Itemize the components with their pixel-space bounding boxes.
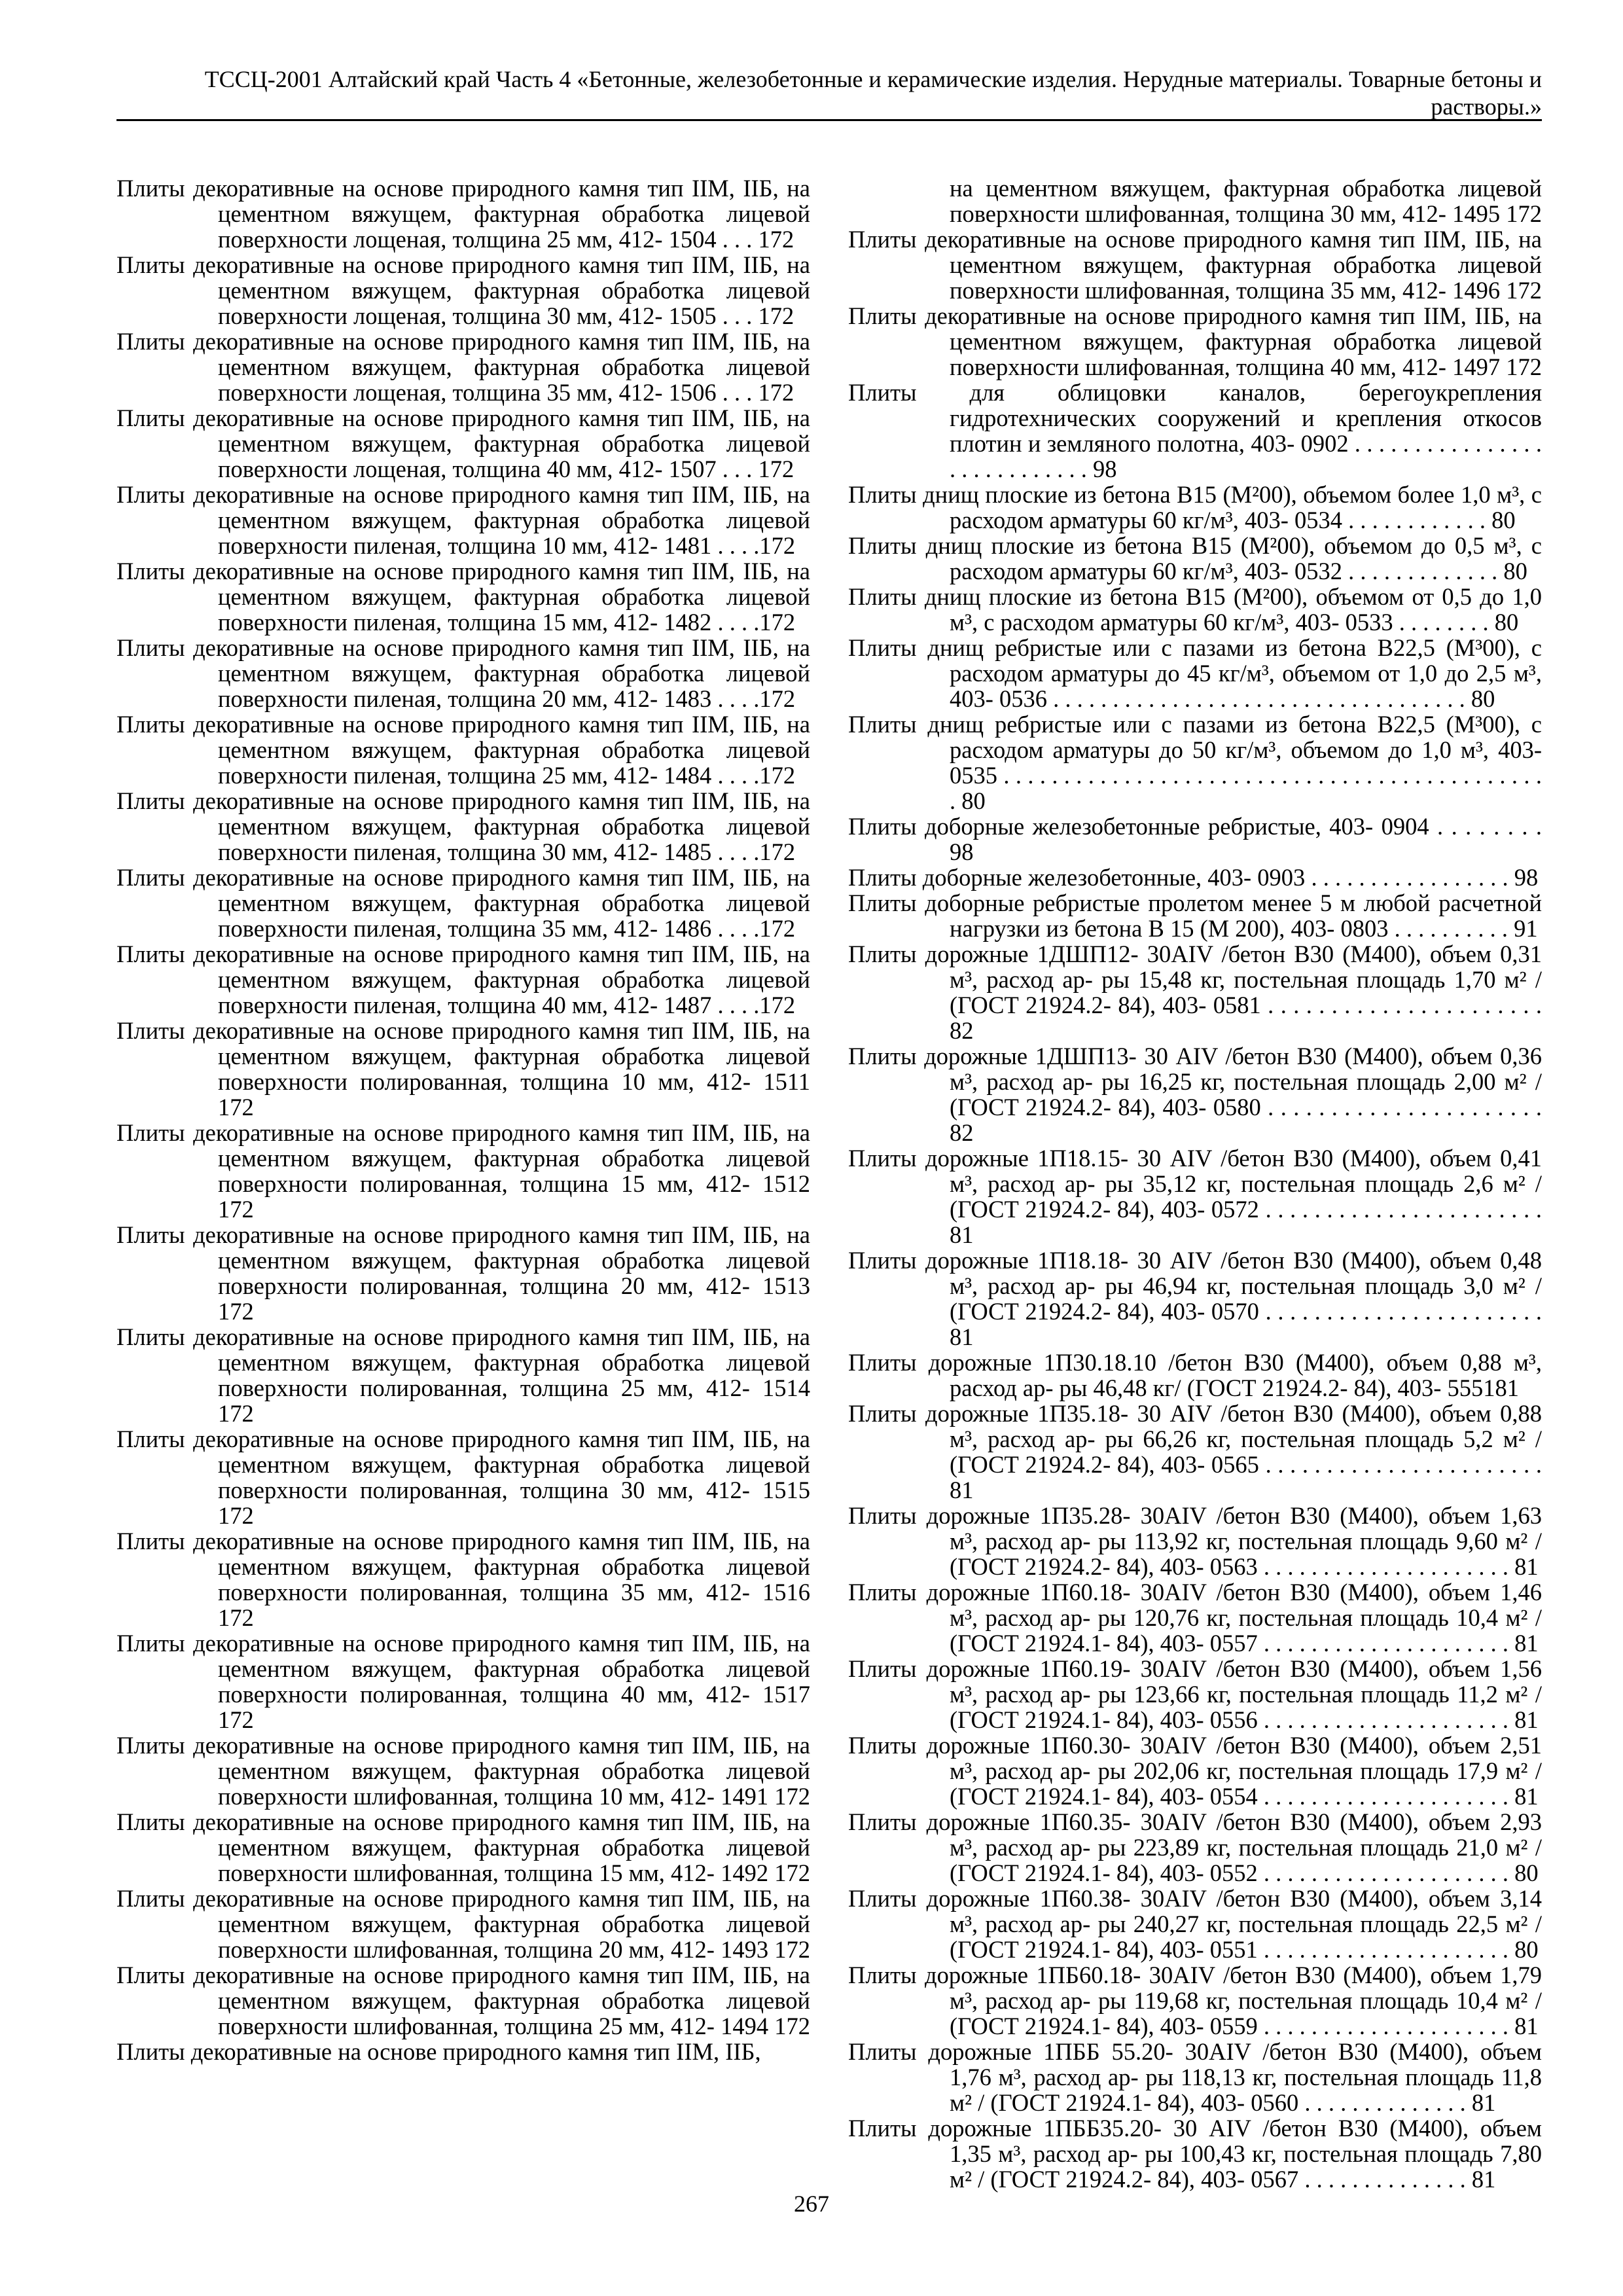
entry-text: Плиты днищ ребристые или с пазами из бетона В22,5 (М³00), с расходом арматуры до 45 кг/м³, объемом от 1,0 до 2,5 м³, 403- 0536 bbox=[848, 634, 1542, 712]
entry-page-ref: 80 bbox=[1514, 1936, 1539, 1963]
index-entry bbox=[848, 1401, 1542, 1503]
entry-leader-dots: . . . . . . . . . . . . . . . . . . . . . bbox=[1257, 2013, 1515, 2039]
entry-text: Плиты днищ ребристые или с пазами из бетона В22,5 (М³00), с расходом арматуры до 50 кг/м³, объемом до 1,0 м³, 403- 0535 bbox=[848, 711, 1542, 789]
entry-text: Плиты дорожные 1П60.18- 30AIV /бетон В30 (М400), объем 1,46 м³, расход ар- ры 120,76 кг, постельная площадь 10,4 м² / (ГОСТ 21924.1- 84), 403- 0557 bbox=[848, 1579, 1542, 1657]
entry-text: Плиты дорожные 1ДШП12- 30AIV /бетон В30 (М400), объем 0,31 м³, расход ар- ры 15,48 кг, постельная площадь 1,70 м² / (ГОСТ 21924.2- 84), 403- 0581 bbox=[848, 941, 1542, 1018]
index-entry bbox=[848, 1886, 1542, 1962]
entry-text: Плиты декоративные на основе природного камня тип IIМ, IIБ, на цементном вяжущем, фактурная обработка лицевой поверхности пиленая, толщина 25 мм, 412- 1484 bbox=[116, 711, 810, 789]
index-entry bbox=[116, 1528, 810, 1630]
entry-text: Плиты декоративные на основе природного камня тип IIМ, IIБ, на цементном вяжущем, фактурная обработка лицевой поверхности лощеная, толщина 25 мм, 412- 1504 bbox=[116, 175, 810, 253]
entry-text: Плиты для облицовки каналов, берегоукрепления гидротехнических сооружений и крепления откосов плотин и земляного полотна, 403- 0902 bbox=[848, 379, 1542, 457]
entry-page-ref: 172 bbox=[218, 1400, 254, 1427]
index-entry bbox=[848, 380, 1542, 482]
entry-text: Плиты дорожные 1П18.15- 30 AIV /бетон В30 (М400), объем 0,41 м³, расход ар- ры 35,12 кг, постельная площадь 2,6 м² / (ГОСТ 21924.2- 84), 403- 0572 bbox=[848, 1145, 1542, 1223]
entry-text: Плиты декоративные на основе природного камня тип IIМ, IIБ, на цементном вяжущем, фактурная обработка лицевой поверхности полированная, толщина 25 мм, 412- 1514 bbox=[116, 1323, 810, 1401]
entry-text: Плиты декоративные на основе природного камня тип IIМ, IIБ, на цементном вяжущем, фактурная обработка лицевой поверхности полированная, толщина 15 мм, 412- 1512 bbox=[116, 1119, 810, 1197]
index-entry bbox=[848, 635, 1542, 711]
index-entry bbox=[116, 252, 810, 329]
entry-page-ref: 80 bbox=[1503, 558, 1527, 584]
entry-leader-dots: . . . . bbox=[711, 532, 760, 559]
entry-page-ref: 80 bbox=[1514, 1859, 1539, 1886]
entry-page-ref: 172 bbox=[774, 1936, 810, 1963]
index-entry bbox=[848, 1350, 1542, 1401]
entry-page-ref: 81 bbox=[950, 1477, 974, 1503]
index-entry bbox=[848, 814, 1542, 865]
entry-leader-dots: . . . . . . . . . . . . . . . . . . . . . . bbox=[1260, 1094, 1542, 1121]
index-entry bbox=[848, 1503, 1542, 1579]
entry-page-ref: 98 bbox=[1093, 456, 1117, 482]
entry-leader-dots: . . . . . . . . . . . . . . . . . . . . . bbox=[1257, 1936, 1515, 1963]
entry-text: Плиты дорожные 1П60.19- 30AIV /бетон В30 (М400), объем 1,56 м³, расход ар- ры 123,66 кг, постельная площадь 11,2 м² / (ГОСТ 21924.1- 84), 403- 0556 bbox=[848, 1655, 1542, 1733]
entry-text: Плиты декоративные на основе природного камня тип IIМ, IIБ, на цементном вяжущем, фактурная обработка лицевой поверхности шлифованная, толщина 20 мм, 412- 1493 bbox=[116, 1885, 810, 1963]
index-entry bbox=[848, 2039, 1542, 2115]
index-entry bbox=[848, 482, 1542, 533]
entry-page-ref: 98 bbox=[1514, 864, 1539, 891]
entry-text: Плиты декоративные на основе природного камня тип IIМ, IIБ, на цементном вяжущем, фактурная обработка лицевой поверхности шлифованная, толщина 40 мм, 412- 1497 bbox=[848, 302, 1542, 380]
entry-leader-dots: . . . . . . . . . . . . . . . . . bbox=[1305, 864, 1514, 891]
index-entry bbox=[848, 711, 1542, 814]
index-entry bbox=[848, 1732, 1542, 1809]
entry-leader-dots: . . . . bbox=[711, 992, 760, 1018]
index-entry bbox=[116, 175, 810, 252]
index-entry bbox=[116, 1120, 810, 1222]
entry-text: Плиты дорожные 1П35.28- 30AIV /бетон В30 (М400), объем 1,63 м³, расход ар- ры 113,92 кг, постельная площадь 9,60 м² / (ГОСТ 21924.2- 84), 403- 0563 bbox=[848, 1502, 1542, 1580]
index-entry bbox=[116, 482, 810, 558]
index-entry bbox=[848, 1145, 1542, 1247]
index-entry bbox=[848, 1579, 1542, 1656]
index-entry bbox=[848, 890, 1542, 941]
entry-page-ref: 172 bbox=[759, 838, 796, 865]
entry-text: Плиты дорожные 1П35.18- 30 AIV /бетон В30 (М400), объем 0,88 м³, расход ар- ры 66,26 кг, постельная площадь 5,2 м² / (ГОСТ 21924.2- 84), 403- 0565 bbox=[848, 1400, 1542, 1478]
index-entry bbox=[116, 558, 810, 635]
entry-page-ref: 81 bbox=[950, 1221, 974, 1248]
entry-page-ref: 172 bbox=[759, 685, 796, 712]
entry-text: Плиты декоративные на основе природного камня тип IIМ, IIБ, на цементном вяжущем, фактурная обработка лицевой поверхности пиленая, толщина 35 мм, 412- 1486 bbox=[116, 864, 810, 942]
entry-page-ref: 82 bbox=[950, 1017, 974, 1044]
entry-text: Плиты декоративные на основе природного камня тип IIМ, IIБ, на цементном вяжущем, фактурная обработка лицевой поверхности пиленая, толщина 30 мм, 412- 1485 bbox=[116, 787, 810, 865]
entry-page-ref: 81 bbox=[1514, 1706, 1539, 1733]
entry-leader-dots bbox=[768, 2013, 774, 2039]
entry-leader-dots: . . . . . . . . . . . . . . . . . . . . . . . . . . . . . . . . . . . bbox=[1047, 685, 1471, 712]
index-entry bbox=[848, 226, 1542, 303]
index-entry bbox=[116, 788, 810, 865]
index-entry bbox=[116, 2039, 810, 2064]
entry-text: Плиты декоративные на основе природного камня тип IIМ, IIБ, на цементном вяжущем, фактурная обработка лицевой поверхности шлифованная, толщина 35 мм, 412- 1496 bbox=[848, 226, 1542, 304]
entry-page-ref: 172 bbox=[1506, 353, 1542, 380]
entry-page-ref: 172 bbox=[758, 379, 794, 406]
entry-leader-dots: . . . . . . . . . . . . . . . . . . . . . . . bbox=[1258, 1298, 1542, 1325]
entry-leader-dots bbox=[1500, 277, 1506, 304]
entry-leader-dots: . . . . . . . . . . . . . . . . . . . . . . . . . . . . . . . . . . . . . . . . . . . . . . bbox=[950, 762, 1542, 814]
entry-text: Плиты доборные железобетонные ребристые, 403- 0904 bbox=[848, 813, 1429, 840]
entry-leader-dots: . . . . . . . . bbox=[1393, 609, 1495, 636]
entry-text: Плиты декоративные на основе природного камня тип IIМ, IIБ, на цементном вяжущем, фактурная обработка лицевой поверхности пиленая, толщина 10 мм, 412- 1481 bbox=[116, 481, 810, 559]
entry-page-ref: 98 bbox=[950, 838, 974, 865]
entry-text: Плиты дорожные 1П30.18.10 /бетон В30 (М400), объем 0,88 м³, расход ар- ры 46,48 кг/ (ГОСТ 21924.2- 84), 403- 555181 bbox=[848, 1349, 1542, 1401]
entry-page-ref: 172 bbox=[759, 532, 796, 559]
index-column-left bbox=[116, 175, 810, 2064]
header-title: ТССЦ-2001 Алтайский край Часть 4 «Бетонные, железобетонные и керамические изделия. Нерудные материалы. Товарные бетоны и растворы.» bbox=[204, 66, 1542, 120]
entry-leader-dots bbox=[1500, 353, 1506, 380]
index-entry bbox=[116, 1426, 810, 1528]
entry-page-ref: 81 bbox=[1514, 1630, 1539, 1657]
entry-page-ref: 172 bbox=[759, 915, 796, 942]
entry-page-ref: 172 bbox=[218, 1196, 254, 1223]
entry-text: Плиты декоративные на основе природного камня тип IIМ, IIБ, на цементном вяжущем, фактурная обработка лицевой поверхности лощеная, толщина 35 мм, 412- 1506 bbox=[116, 328, 810, 406]
entry-text: Плиты дорожные 1ПББ35.20- 30 AIV /бетон В30 (М400), объем 1,35 м³, расход ар- ры 100,43 кг, постельная площадь 7,80 м² / (ГОСТ 21924.2- 84), 403- 0567 bbox=[848, 2115, 1542, 2193]
index-entry bbox=[116, 865, 810, 941]
entry-page-ref: 172 bbox=[1506, 200, 1542, 227]
entry-leader-dots: . . . . . . . . . . bbox=[1388, 915, 1514, 942]
entry-leader-dots bbox=[768, 1783, 774, 1810]
entry-page-ref: 91 bbox=[1514, 915, 1538, 942]
entry-page-ref: 81 bbox=[1514, 2013, 1539, 2039]
index-entry bbox=[848, 1247, 1542, 1350]
index-entry bbox=[848, 1656, 1542, 1732]
index-column-right bbox=[848, 175, 1542, 2192]
index-entry bbox=[848, 303, 1542, 380]
entry-page-ref: 80 bbox=[1491, 507, 1516, 533]
entry-text: Плиты декоративные на основе природного камня тип IIМ, IIБ, на цементном вяжущем, фактурная обработка лицевой поверхности полированная, толщина 40 мм, 412- 1517 bbox=[116, 1630, 810, 1708]
entry-leader-dots: . . . . . . . . . . . . . bbox=[1342, 558, 1504, 584]
entry-text: Плиты дорожные 1ПБ60.18- 30AIV /бетон В30 (М400), объем 1,79 м³, расход ар- ры 119,68 кг, постельная площадь 10,4 м² / (ГОСТ 21924.1- 84), 403- 0559 bbox=[848, 1962, 1542, 2039]
index-entry bbox=[848, 1809, 1542, 1886]
entry-page-ref: 80 bbox=[961, 787, 986, 814]
entry-page-ref: 172 bbox=[759, 609, 796, 636]
entry-page-ref: 81 bbox=[1514, 1783, 1539, 1810]
index-entry bbox=[116, 1886, 810, 1962]
entry-leader-dots: . . . . . . . . . . . . bbox=[1342, 507, 1492, 533]
page-header bbox=[116, 65, 1542, 120]
index-entry bbox=[116, 1809, 810, 1886]
entry-leader-dots: . . . bbox=[716, 456, 758, 482]
entry-leader-dots: . . . bbox=[716, 302, 758, 329]
index-entry bbox=[848, 1962, 1542, 2039]
index-entry bbox=[116, 1630, 810, 1732]
entry-leader-dots: . . . . . . . . . . . . . . . . . . . . . . bbox=[1260, 992, 1542, 1018]
entry-text: Плиты декоративные на основе природного камня тип IIМ, IIБ, на цементном вяжущем, фактурная обработка лицевой поверхности лощеная, толщина 30 мм, 412- 1505 bbox=[116, 251, 810, 329]
entry-leader-dots: . . . . . . . . . . . . . . . . . . . . . bbox=[1257, 1630, 1515, 1657]
entry-leader-dots: . . . . . . . . . . . . . . . . . . . . . . . . . . . . bbox=[950, 430, 1542, 482]
entry-leader-dots: . . . . . . . . . . . . . . . . . . . . . . . bbox=[1258, 1451, 1542, 1478]
entry-text: Плиты дорожные 1ДШП13- 30 AIV /бетон В30 (М400), объем 0,36 м³, расход ар- ры 16,25 кг, постельная площадь 2,00 м² / (ГОСТ 21924.2- 84), 403- 0580 bbox=[848, 1043, 1542, 1121]
index-entry bbox=[116, 711, 810, 788]
index-entry bbox=[848, 1043, 1542, 1145]
entry-page-ref: 172 bbox=[218, 1298, 254, 1325]
entry-leader-dots: . . . . . . . . . . . . . . bbox=[1298, 2089, 1472, 2116]
entry-leader-dots: . . . . . . . . . . . . . . . . . . . . . bbox=[1257, 1706, 1515, 1733]
entry-text: Плиты декоративные на основе природного камня тип IIМ, IIБ, на цементном вяжущем, фактурная обработка лицевой поверхности шлифованная, толщина 25 мм, 412- 1494 bbox=[116, 1962, 810, 2039]
entry-text: Плиты днищ плоские из бетона В15 (М²00), объемом более 1,0 м³, с расходом арматуры 60 кг/м³, 403- 0534 bbox=[848, 481, 1542, 533]
entry-text: Плиты дорожные 1П60.35- 30AIV /бетон В30 (М400), объем 2,93 м³, расход ар- ры 223,89 кг, постельная площадь 21,0 м² / (ГОСТ 21924.1- 84), 403- 0552 bbox=[848, 1808, 1542, 1886]
entry-text: Плиты дорожные 1П60.30- 30AIV /бетон В30 (М400), объем 2,51 м³, расход ар- ры 202,06 кг, постельная площадь 17,9 м² / (ГОСТ 21924.1- 84), 403- 0554 bbox=[848, 1732, 1542, 1810]
entry-text: Плиты декоративные на основе природного камня тип IIМ, IIБ, bbox=[116, 2038, 761, 2065]
entry-page-ref: 80 bbox=[1494, 609, 1519, 636]
entry-page-ref: 172 bbox=[758, 302, 794, 329]
entry-page-ref: 172 bbox=[218, 1604, 254, 1631]
index-entry bbox=[116, 1018, 810, 1120]
entry-page-ref: 172 bbox=[759, 992, 796, 1018]
entry-page-ref: 172 bbox=[218, 1706, 254, 1733]
entry-text: Плиты доборные железобетонные, 403- 0903 bbox=[848, 864, 1306, 891]
entry-leader-dots bbox=[768, 1859, 774, 1886]
header-rule bbox=[116, 119, 1542, 121]
entry-page-ref: 81 bbox=[1471, 2166, 1496, 2193]
entry-text: Плиты декоративные на основе природного камня тип IIМ, IIБ, на цементном вяжущем, фактурная обработка лицевой поверхности лощеная, толщина 40 мм, 412- 1507 bbox=[116, 404, 810, 482]
entry-page-ref: 172 bbox=[1506, 277, 1542, 304]
entry-page-ref: 81 bbox=[950, 1323, 974, 1350]
entry-leader-dots: . . . . . . . . . . . . . . . . . . . . . bbox=[1257, 1553, 1515, 1580]
entry-page-ref: 172 bbox=[759, 762, 796, 789]
entry-leader-dots: . . . . bbox=[711, 838, 760, 865]
entry-leader-dots: . . . . . . . . bbox=[1429, 813, 1542, 840]
index-entry bbox=[848, 2115, 1542, 2192]
page-number: 267 bbox=[794, 2191, 829, 2217]
entry-leader-dots: . . . . bbox=[711, 685, 760, 712]
entry-text: Плиты декоративные на основе природного камня тип IIМ, IIБ, на цементном вяжущем, фактурная обработка лицевой поверхности пиленая, толщина 20 мм, 412- 1483 bbox=[116, 634, 810, 712]
entry-page-ref: 172 bbox=[758, 226, 794, 253]
entry-text: Плиты дорожные 1П18.18- 30 AIV /бетон В30 (М400), объем 0,48 м³, расход ар- ры 46,94 кг, постельная площадь 3,0 м² / (ГОСТ 21924.2- 84), 403- 0570 bbox=[848, 1247, 1542, 1325]
entry-text: Плиты декоративные на основе природного камня тип IIМ, IIБ, на цементном вяжущем, фактурная обработка лицевой поверхности полированная, толщина 30 мм, 412- 1515 bbox=[116, 1426, 810, 1503]
entry-leader-dots: . . . . . . . . . . . . . . . . . . . . . . . bbox=[1258, 1196, 1542, 1223]
entry-text: Плиты декоративные на основе природного камня тип IIМ, IIБ, на цементном вяжущем, фактурная обработка лицевой поверхности полированная, толщина 10 мм, 412- 1511 bbox=[116, 1017, 810, 1095]
index-entry bbox=[116, 1324, 810, 1426]
entry-leader-dots bbox=[1500, 200, 1506, 227]
entry-leader-dots: . . . . bbox=[711, 762, 760, 789]
index-entry bbox=[116, 941, 810, 1018]
entry-page-ref: 172 bbox=[774, 2013, 810, 2039]
entry-text: Плиты декоративные на основе природного камня тип IIМ, IIБ, на цементном вяжущем, фактурная обработка лицевой поверхности полированная, толщина 35 мм, 412- 1516 bbox=[116, 1528, 810, 1605]
index-entry bbox=[848, 584, 1542, 635]
index-entry bbox=[116, 635, 810, 711]
entry-page-ref: 82 bbox=[950, 1119, 974, 1146]
index-entry bbox=[848, 941, 1542, 1043]
entry-text: Плиты декоративные на основе природного камня тип IIМ, IIБ, на цементном вяжущем, фактурная обработка лицевой поверхности полированная, толщина 20 мм, 412- 1513 bbox=[116, 1221, 810, 1299]
entry-text: Плиты декоративные на основе природного камня тип IIМ, IIБ, на цементном вяжущем, фактурная обработка лицевой поверхности шлифованная, толщина 10 мм, 412- 1491 bbox=[116, 1732, 810, 1810]
entry-page-ref: 172 bbox=[774, 1783, 810, 1810]
entry-page-ref: 80 bbox=[1471, 685, 1495, 712]
entry-leader-dots: . . . . bbox=[711, 609, 760, 636]
index-entry bbox=[116, 405, 810, 482]
entry-leader-dots: . . . bbox=[716, 226, 758, 253]
entry-leader-dots: . . . . . . . . . . . . . . . . . . . . . bbox=[1257, 1783, 1515, 1810]
entry-text: Плиты дорожные 1ПББ 55.20- 30AIV /бетон В30 (М400), объем 1,76 м³, расход ар- ры 118,13 кг, постельная площадь 11,8 м² / (ГОСТ 21924.1- 84), 403- 0560 bbox=[848, 2038, 1542, 2116]
index-entry bbox=[848, 175, 1542, 226]
entry-page-ref: 172 bbox=[218, 1502, 254, 1529]
entry-text: на цементном вяжущем, фактурная обработка лицевой поверхности шлифованная, толщина 30 мм, 412- 1495 bbox=[950, 175, 1542, 227]
entry-text: Плиты декоративные на основе природного камня тип IIМ, IIБ, на цементном вяжущем, фактурная обработка лицевой поверхности шлифованная, толщина 15 мм, 412- 1492 bbox=[116, 1808, 810, 1886]
index-entry bbox=[848, 533, 1542, 584]
entry-leader-dots bbox=[768, 1936, 774, 1963]
entry-page-ref: 81 bbox=[1514, 1553, 1539, 1580]
entry-leader-dots: . . . . . . . . . . . . . . . . . . . . . bbox=[1257, 1859, 1515, 1886]
index-entry bbox=[116, 1962, 810, 2039]
entry-text: Плиты днищ плоские из бетона В15 (М²00), объемом от 0,5 до 1,0 м³, с расходом арматуры 60 кг/м³, 403- 0533 bbox=[848, 583, 1542, 636]
index-entry bbox=[116, 329, 810, 405]
entry-page-ref: 172 bbox=[218, 1094, 254, 1121]
entry-page-ref: 172 bbox=[774, 1859, 810, 1886]
entry-leader-dots: . . . . . . . . . . . . . . bbox=[1298, 2166, 1472, 2193]
index-entry bbox=[116, 1732, 810, 1809]
entry-page-ref: 81 bbox=[1471, 2089, 1496, 2116]
entry-page-ref: 172 bbox=[758, 456, 794, 482]
entry-text: Плиты декоративные на основе природного камня тип IIМ, IIБ, на цементном вяжущем, фактурная обработка лицевой поверхности пиленая, толщина 15 мм, 412- 1482 bbox=[116, 558, 810, 636]
entry-text: Плиты днищ плоские из бетона В15 (М²00), объемом до 0,5 м³, с расходом арматуры 60 кг/м³, 403- 0532 bbox=[848, 532, 1542, 584]
entry-text: Плиты доборные ребристые пролетом менее 5 м любой расчетной нагрузки из бетона В 15 (М 200), 403- 0803 bbox=[848, 889, 1542, 942]
entry-leader-dots: . . . . bbox=[711, 915, 760, 942]
index-entry bbox=[116, 1222, 810, 1324]
entry-text: Плиты декоративные на основе природного камня тип IIМ, IIБ, на цементном вяжущем, фактурная обработка лицевой поверхности пиленая, толщина 40 мм, 412- 1487 bbox=[116, 941, 810, 1018]
index-entry bbox=[848, 865, 1542, 890]
entry-leader-dots: . . . bbox=[716, 379, 758, 406]
entry-text: Плиты дорожные 1П60.38- 30AIV /бетон В30 (М400), объем 3,14 м³, расход ар- ры 240,27 кг, постельная площадь 22,5 м² / (ГОСТ 21924.1- 84), 403- 0551 bbox=[848, 1885, 1542, 1963]
